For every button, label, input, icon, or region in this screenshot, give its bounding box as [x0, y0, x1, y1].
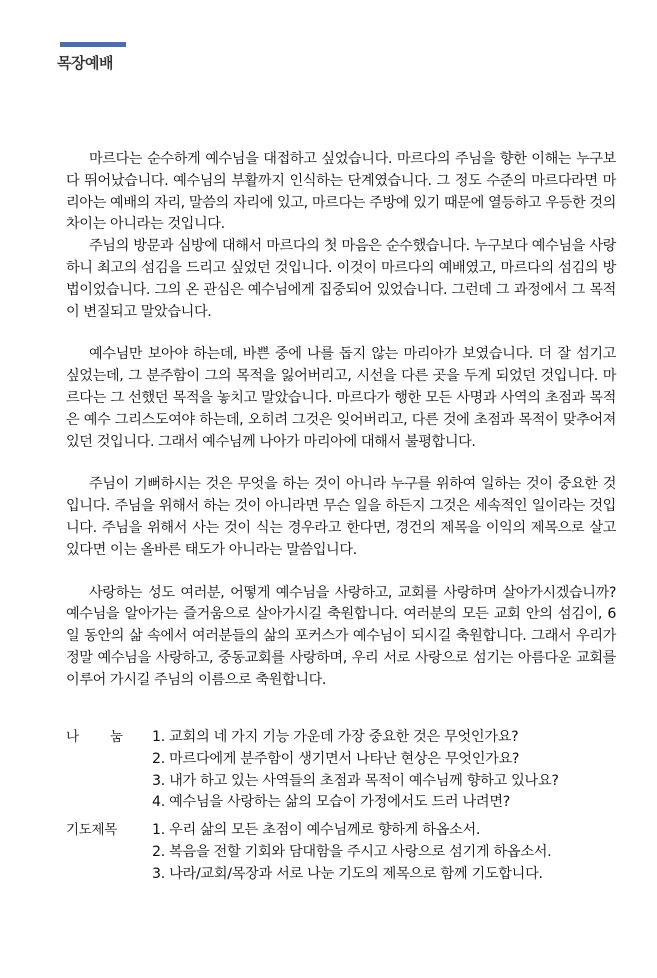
prayer-label: 기도제목	[66, 822, 117, 838]
header-accent-bar	[60, 42, 126, 47]
prayer-list	[152, 820, 626, 885]
paragraph: 사랑하는 성도 여러분, 어떻게 예수님을 사랑하고, 교회를 사랑하며 살아가시겠습니까? 예수님을 알아가는 즐거움으로 살아가시길 축원합니다. 여러분의 모든 교회 안의 섬김이, 6일 동안의 삶 속에서 여러분들의 삶의 포커스가 예수님이 되시길 축원합니다. 그래서 우리가 정말 예수님을 사랑하고, 중동교회를 사랑하며, 우리 서로 사랑으로 섬기는 아름다운 교회를 이루어 가시길 주님의 이름으로 축원합니다.	[66, 584, 616, 688]
prayer-item: 3. 나라/교회/목장과 서로 나눈 기도의 제목으로 함께 기도합니다.	[152, 865, 543, 882]
sermon-body	[66, 149, 616, 692]
paragraph: 주님이 기뻐하시는 것은 무엇을 하는 것이 아니라 누구를 위하여 일하는 것이 중요한 것입니다. 주님을 위해서 하는 것이 아니라면 무슨 일을 하든지 그것은 세속적인 일이라는 것입니다. 주님을 위해서 사는 것이 식는 경우라고 한다면, 경건의 제목을 이익의 제목으로 살고 있다면 이는 올바른 태도가 아니라는 말씀입니다.	[66, 476, 616, 558]
sharing-label: 나 눔	[66, 729, 123, 745]
paragraph: 예수님만 보아야 하는데, 바쁜 중에 나를 돕지 않는 마리아가 보였습니다. 더 잘 섬기고 싶었는데, 그 분주함이 그의 목적을 잃어버리고, 시선을 다른 곳을 두게 되었던 것입니다. 마르다는 그 선했던 목적을 놓치고 말았습니다. 마르다가 행한 모든 사명과 사역의 초점과 목적은 예수 그리스도여야 하는데, 오히려 그것은 잊어버리고, 다른 것에 초점과 목적이 맞추어져 있던 것입니다. 그래서 예수님께 나아가 마리아에 대해서 불평합니다.	[66, 346, 616, 450]
prayer-section	[66, 820, 626, 885]
prayer-item: 2. 복음을 전할 기회와 담대함을 주시고 사랑으로 섬기게 하옵소서.	[152, 843, 552, 860]
paragraph: 마르다는 순수하게 예수님을 대접하고 싶었습니다. 마르다의 주님을 향한 이해는 누구보다 뛰어났습니다. 예수님의 부활까지 인식하는 단계였습니다. 그 정도 수준의 마르다라면 마리아는 예배의 자리, 말씀의 자리에 있고, 마르다는 주방에 있기 때문에 열등하고 우등한 것의 차이는 아니라는 것입니다.	[66, 151, 616, 233]
prayer-item: 1. 우리 삶의 모든 초점이 예수님께로 향하게 하옵소서.	[152, 822, 481, 838]
page-title: 목장예배	[57, 54, 113, 72]
sharing-section	[66, 727, 626, 814]
paragraph: 주님의 방문과 심방에 대해서 마르다의 첫 마음은 순수했습니다. 누구보다 예수님을 사랑하니 최고의 섬김을 드리고 싶었던 것입니다. 이것이 마르다의 예배였고, 마르다의 섬김의 방법이었습니다. 그의 온 관심은 예수님에게 집중되어 있었습니다. 그런데 그 과정에서 그 목적이 변질되고 말았습니다.	[66, 238, 616, 320]
sharing-item: 4. 예수님을 사랑하는 삶의 모습이 가정에서도 드러 나려면?	[152, 794, 510, 811]
sharing-list	[152, 727, 626, 814]
sharing-item: 1. 교회의 네 가지 기능 가운데 가장 중요한 것은 무엇인가요?	[152, 729, 519, 745]
sharing-item: 2. 마르다에게 분주함이 생기면서 나타난 현상은 무엇인가요?	[152, 750, 520, 767]
sharing-item: 3. 내가 하고 있는 사역들의 초점과 목적이 예수님께 향하고 있나요?	[152, 772, 559, 789]
